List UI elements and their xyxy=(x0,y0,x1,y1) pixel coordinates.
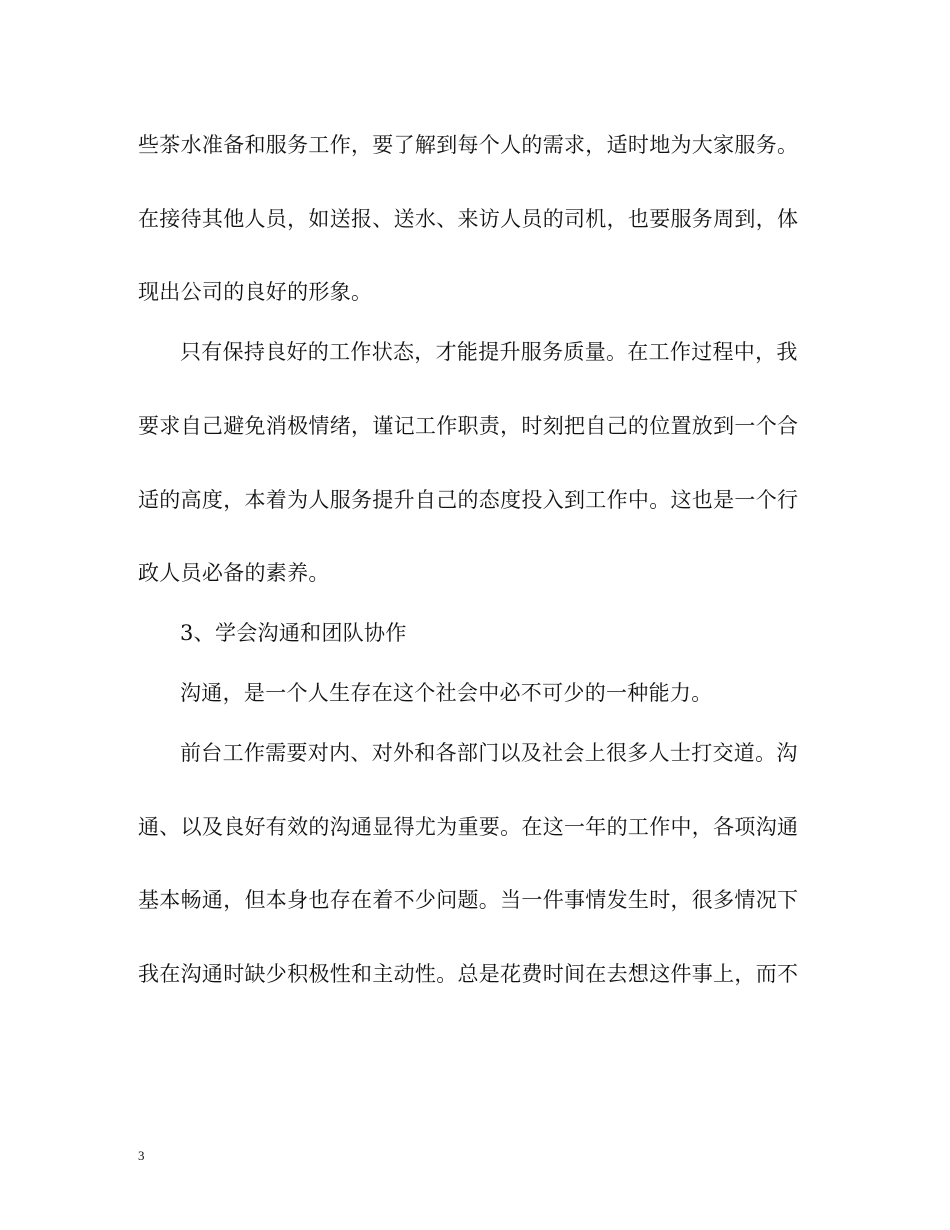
text-line-5: 要求自己避免消极情绪，谨记工作职责，时刻把自己的位置放到一个合 xyxy=(138,414,799,438)
text-line-6: 适的高度，本着为人服务提升自己的态度投入到工作中。这也是一个行 xyxy=(138,488,799,512)
text-line-12: 基本畅通，但本身也存在着不少问题。当一件事情发生时，很多情况下 xyxy=(138,888,799,912)
text-line-10: 前台工作需要对内、对外和各部门以及社会上很多人士打交道。沟 xyxy=(180,741,798,765)
text-line-3: 现出公司的良好的形象。 xyxy=(138,280,373,304)
text-line-2: 在接待其他人员，如送报、送水、来访人员的司机，也要服务周到，体 xyxy=(138,207,799,231)
text-line-11: 通、以及良好有效的沟通显得尤为重要。在这一年的工作中，各项沟通 xyxy=(138,815,799,839)
page-number: 3 xyxy=(138,1148,145,1163)
section-heading: 3、学会沟通和团队协作 xyxy=(180,621,407,645)
text-line-7: 政人员必备的素养。 xyxy=(138,561,330,585)
text-line-1: 些茶水准备和服务工作，要了解到每个人的需求，适时地为大家服务。 xyxy=(138,133,799,157)
text-line-13: 我在沟通时缺少积极性和主动性。总是花费时间在去想这件事上，而不 xyxy=(138,962,799,986)
text-line-4: 只有保持良好的工作状态，才能提升服务质量。在工作过程中，我 xyxy=(180,340,798,364)
text-line-9: 沟通，是一个人生存在这个社会中必不可少的一种能力。 xyxy=(180,681,713,705)
